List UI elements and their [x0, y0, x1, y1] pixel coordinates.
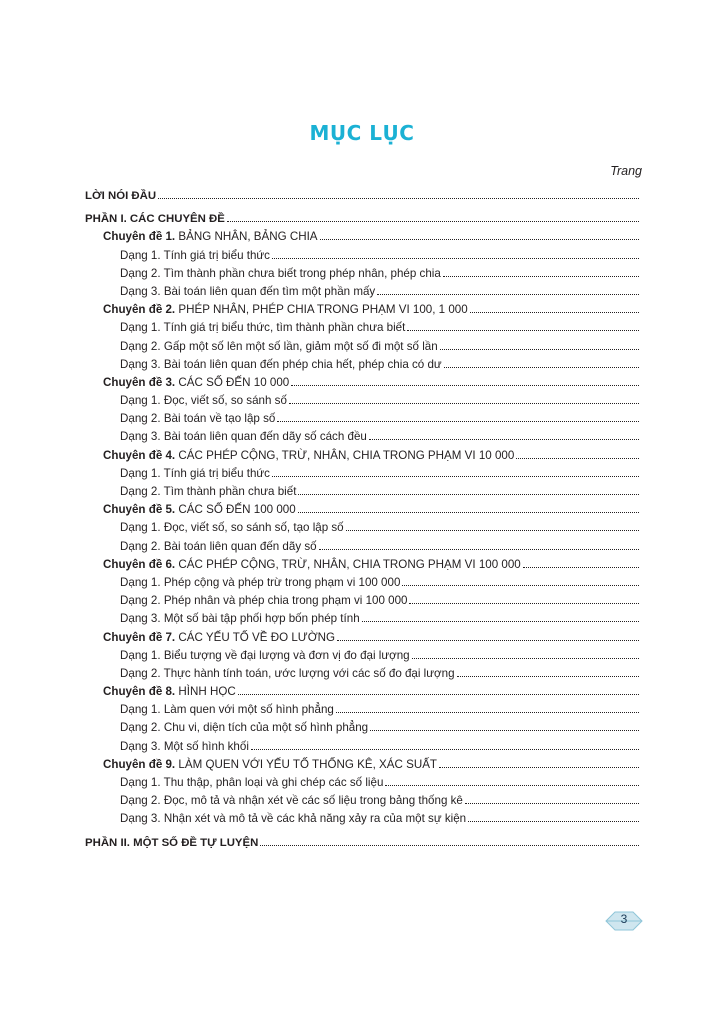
- toc-title: Dạng 2. Tìm thành phần chưa biết: [120, 485, 297, 498]
- toc-title: Dạng 2. Đọc, mô tả và nhận xét về các số liệu trong bảng thống kê: [120, 794, 463, 808]
- toc-entry-text: [103, 228, 318, 246]
- toc-title: LÀM QUEN VỚI YẾU TỐ THỐNG KÊ, XÁC SUẤT: [178, 757, 438, 771]
- toc-chapter-number: Chuyên đề 8.: [103, 685, 176, 699]
- toc-title: CÁC PHÉP CỘNG, TRỪ, NHÂN, CHIA TRONG PHẠM VI 100 000: [178, 557, 521, 571]
- toc-entry-text: [85, 834, 258, 852]
- toc-entry-text: [120, 338, 438, 356]
- toc-chapter: [85, 756, 639, 774]
- toc-title: CÁC PHÉP CỘNG, TRỪ, NHÂN, CHIA TRONG PHẠM VI 10 000: [178, 448, 515, 462]
- dot-leader: [444, 356, 639, 368]
- dot-leader: [319, 538, 639, 550]
- toc-chapter-number: Chuyên đề 1.: [103, 230, 176, 244]
- toc-title: Dạng 1. Tính giá trị biểu thức: [120, 248, 270, 262]
- toc-chapter-number: Chuyên đề 7.: [103, 630, 176, 644]
- toc-entry-text: [120, 701, 334, 719]
- toc-item: [85, 428, 639, 446]
- toc-title: Dạng 2. Bài toán về tạo lập số: [120, 412, 276, 426]
- dot-leader: [272, 247, 639, 259]
- toc-entry-text: [120, 719, 368, 737]
- toc-title: Dạng 3. Một số bài tập phối hợp bốn phép tính: [120, 612, 360, 626]
- dot-leader: [439, 756, 639, 768]
- toc-entry-text: [120, 538, 317, 556]
- toc-chapter-number: Chuyên đề 5.: [103, 503, 176, 517]
- toc-entry-text: [120, 247, 270, 265]
- toc-entry-text: [120, 283, 375, 301]
- toc-entry-text: [120, 356, 442, 374]
- toc-entry-text: [103, 556, 521, 574]
- toc-title: Dạng 1. Biểu tượng về đại lượng và đơn vị đo đại lượng: [120, 648, 410, 662]
- toc-item: [85, 647, 639, 665]
- toc-title: Dạng 1. Tính giá trị biểu thức, tìm thành phần chưa biết: [120, 321, 406, 335]
- toc-entry-text: [85, 187, 156, 205]
- toc-title: Dạng 2. Gấp một số lên một số lần, giảm một số đi một số lần: [120, 339, 438, 353]
- toc-title: PHẦN II. MỘT SỐ ĐỀ TỰ LUYỆN: [85, 836, 259, 849]
- toc-chapter: [85, 447, 639, 465]
- toc-item: [85, 483, 639, 501]
- page-column-label: Trang: [610, 164, 642, 178]
- toc-item: [85, 810, 639, 828]
- dot-leader: [158, 187, 639, 199]
- toc-title: Dạng 1. Làm quen với một số hình phẳng: [120, 703, 334, 717]
- dot-leader: [251, 738, 639, 750]
- toc-entry-text: [103, 374, 289, 392]
- toc-entry-text: [120, 392, 287, 410]
- toc-title: BẢNG NHÂN, BẢNG CHIA: [178, 230, 318, 244]
- dot-leader: [320, 228, 639, 240]
- toc-entry-text: [85, 210, 225, 228]
- toc-entry-text: [103, 629, 335, 647]
- toc-entry-text: [120, 574, 400, 592]
- toc-item: [85, 392, 639, 410]
- dot-leader: [369, 428, 639, 440]
- toc-part: [85, 834, 639, 852]
- toc-title: CÁC SỐ ĐẾN 100 000: [178, 503, 296, 517]
- toc-entry-text: [120, 774, 383, 792]
- dot-leader: [465, 792, 639, 804]
- toc-entry-text: [120, 483, 296, 501]
- dot-leader: [298, 501, 639, 513]
- toc-chapter: [85, 301, 639, 319]
- toc-part: [85, 187, 639, 205]
- toc-chapter-number: Chuyên đề 4.: [103, 448, 176, 462]
- toc-chapter-number: Chuyên đề 3.: [103, 375, 176, 389]
- toc-part: [85, 210, 639, 228]
- dot-leader: [516, 447, 639, 459]
- toc-chapter-number: Chuyên đề 9.: [103, 757, 176, 771]
- dot-leader: [291, 374, 639, 386]
- toc-item: [85, 410, 639, 428]
- toc-entry-text: [120, 410, 275, 428]
- toc-title: Dạng 2. Tìm thành phần chưa biết trong phép nhân, phép chia: [120, 266, 441, 280]
- toc-item: [85, 356, 639, 374]
- toc-title: Dạng 3. Một số hình khối: [120, 739, 249, 753]
- dot-leader: [298, 483, 639, 495]
- toc-chapter-number: Chuyên đề 2.: [103, 303, 176, 317]
- toc-entry-text: [103, 756, 437, 774]
- dot-leader: [402, 574, 639, 586]
- toc-entry-text: [120, 792, 463, 810]
- dot-leader: [412, 647, 639, 659]
- toc-item: [85, 574, 639, 592]
- toc-chapter: [85, 374, 639, 392]
- dot-leader: [468, 810, 639, 822]
- toc-entry-text: [120, 465, 270, 483]
- toc-title: Dạng 1. Đọc, viết số, so sánh số: [120, 394, 287, 408]
- dot-leader: [277, 410, 639, 422]
- toc-title: Dạng 1. Thu thập, phân loại và ghi chép các số liệu: [120, 776, 384, 789]
- dot-leader: [385, 774, 639, 786]
- toc-entry-text: [120, 738, 249, 756]
- toc-item: [85, 283, 639, 301]
- toc-title: CÁC YẾU TỐ VỀ ĐO LƯỜNG: [178, 630, 336, 644]
- toc-title: PHÉP NHÂN, PHÉP CHIA TRONG PHẠM VI 100, 1 000: [178, 303, 468, 317]
- toc-title: Dạng 2. Phép nhân và phép chia trong phạm vi 100 000: [120, 594, 408, 608]
- dot-leader: [337, 629, 639, 641]
- toc-item: [85, 719, 639, 737]
- toc-item: [85, 538, 639, 556]
- toc-item: [85, 738, 639, 756]
- dot-leader: [440, 338, 639, 350]
- toc-entry-text: [103, 447, 514, 465]
- toc-item: [85, 610, 639, 628]
- toc-entry-text: [103, 301, 468, 319]
- toc-entry-text: [103, 501, 296, 519]
- table-of-contents: [85, 187, 639, 852]
- dot-leader: [289, 392, 639, 404]
- dot-leader: [407, 319, 639, 331]
- toc-entry-text: [120, 810, 466, 828]
- toc-entry-text: [120, 647, 410, 665]
- dot-leader: [346, 519, 639, 531]
- dot-leader: [272, 465, 639, 477]
- toc-item: [85, 519, 639, 537]
- toc-entry-text: [120, 665, 455, 683]
- dot-leader: [409, 592, 639, 604]
- toc-chapter: [85, 683, 639, 701]
- toc-title: Dạng 3. Nhận xét và mô tả về các khả năng xảy ra của một sự kiện: [120, 812, 467, 826]
- dot-leader: [443, 265, 639, 277]
- dot-leader: [260, 834, 639, 846]
- toc-item: [85, 265, 639, 283]
- dot-leader: [336, 701, 639, 713]
- toc-title: HÌNH HỌC: [178, 685, 236, 699]
- toc-chapter: [85, 629, 639, 647]
- toc-entry-text: [120, 592, 407, 610]
- page-number: 3: [620, 912, 628, 926]
- toc-title: CÁC SỐ ĐẾN 10 000: [178, 375, 290, 389]
- toc-title: PHẦN I. CÁC CHUYÊN ĐỀ: [85, 213, 225, 226]
- page-number-badge: [604, 909, 644, 933]
- toc-title: LỜI NÓI ĐẦU: [85, 190, 157, 202]
- toc-chapter-number: Chuyên đề 6.: [103, 557, 176, 571]
- toc-title: Dạng 1. Phép cộng và phép trừ trong phạm vi 100 000: [120, 575, 401, 589]
- toc-title: Dạng 1. Tính giá trị biểu thức: [120, 466, 270, 480]
- toc-entry-text: [120, 265, 441, 283]
- toc-item: [85, 792, 639, 810]
- toc-entry-text: [120, 610, 360, 628]
- toc-entry-text: [120, 319, 405, 337]
- toc-item: [85, 592, 639, 610]
- dot-leader: [370, 719, 639, 731]
- toc-title: Dạng 2. Bài toán liên quan đến dãy số: [120, 539, 317, 553]
- toc-item: [85, 701, 639, 719]
- toc-title: Dạng 1. Đọc, viết số, so sánh số, tạo lập số: [120, 521, 344, 535]
- toc-item: [85, 774, 639, 792]
- dot-leader: [470, 301, 639, 313]
- toc-item: [85, 247, 639, 265]
- toc-title: Dạng 2. Chu vi, diện tích của một số hình phẳng: [120, 721, 369, 735]
- toc-entry-text: [120, 519, 344, 537]
- page-title: MỤC LỤC: [309, 121, 415, 145]
- toc-entry-text: [120, 428, 367, 446]
- toc-chapter: [85, 228, 639, 246]
- dot-leader: [238, 683, 639, 695]
- toc-title: Dạng 3. Bài toán liên quan đến phép chia hết, phép chia có dư: [120, 357, 442, 371]
- toc-chapter: [85, 556, 639, 574]
- toc-entry-text: [103, 683, 236, 701]
- toc-chapter: [85, 501, 639, 519]
- dot-leader: [377, 283, 639, 295]
- dot-leader: [523, 556, 639, 568]
- toc-item: [85, 319, 639, 337]
- dot-leader: [362, 610, 639, 622]
- toc-item: [85, 338, 639, 356]
- toc-title: Dạng 3. Bài toán liên quan đến dãy số cách đều: [120, 430, 367, 444]
- toc-item: [85, 665, 639, 683]
- dot-leader: [227, 210, 639, 222]
- toc-item: [85, 465, 639, 483]
- toc-title: Dạng 2. Thực hành tính toán, ước lượng với các số đo đại lượng: [120, 666, 455, 680]
- toc-title: Dạng 3. Bài toán liên quan đến tìm một phần mấy: [120, 284, 376, 298]
- dot-leader: [457, 665, 639, 677]
